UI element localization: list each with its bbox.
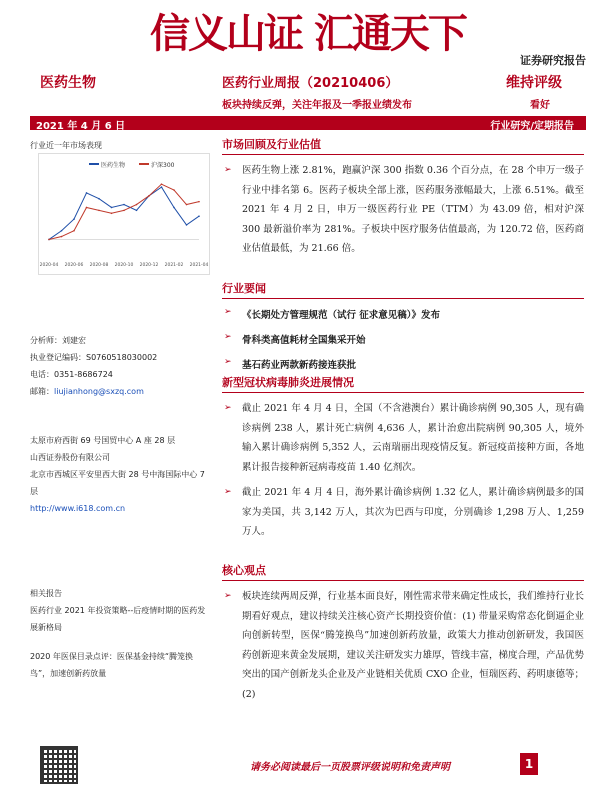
bullet-arrow-icon: ➢ (224, 357, 232, 367)
market-text: 医药生物上涨 2.81%，跑赢沪深 300 指数 0.36 个百分点，在 28 个申万一级子行业中排名第 6。医药子板块全部上涨，医药服务涨幅最大，上涨 6.51%。截至 2021 年 4 月 2 日，申万一级医药行业 PE（TTM）为 43.09 倍，相对沪深 300 最新溢价率为 281%。子板块中医疗服务估值最高，为 120.72 倍，医药商业估值最低，为 21.66 倍。 (242, 165, 584, 254)
news-section (222, 280, 584, 371)
analyst-email-row (30, 383, 210, 400)
report-date: 2021 年 4 月 6 日 (36, 121, 126, 132)
date-band (30, 116, 586, 130)
series-0-point-6 (123, 204, 125, 206)
bullet-arrow-icon: ➢ (224, 403, 232, 413)
analyst-name: 分析师：刘建宏 (30, 336, 86, 345)
series-1-point-6 (123, 210, 125, 212)
page-number: 1 (520, 753, 538, 775)
covid-paragraph-1: ➢ 截止 2021 年 4 月 4 日，全国（不含港澳台）累计确诊病例 90,305 人，现有确诊病例 238 人，累计死亡病例 4,636 人，累计治愈出院病例 90,305 人，境外输入累计确诊病例 5,352 人，云南瑞丽出现疫情反复。新冠疫苗接种方面，各地累计报告接种新冠病毒疫苗 1.40 亿剂次。 (222, 399, 584, 477)
analyst-email[interactable]: liujianhong@sxzq.com (54, 387, 144, 396)
market-section (222, 136, 584, 259)
covid-section (222, 374, 584, 542)
report-subtitle: 板块持续反弹，关注年报及一季报业绩发布 (222, 100, 412, 111)
x-tick-label: 2020-06 (64, 263, 84, 268)
bullet-arrow-icon: ➢ (224, 165, 232, 175)
series-1-point-7 (136, 204, 138, 206)
x-tick-label: 2020-12 (139, 263, 159, 268)
market-chart (38, 153, 210, 275)
core-paragraph: ➢ 板块连续两周反弹，行业基本面良好，刚性需求带来确定性成长，我们维持行业长期看好观点，建议持续关注核心资产长期投资价值：(1) 带量采购常态化倒逼企业向创新转型，医保“腾笼换鸟”加速创新药放量，政策大力推动创新研发，我国医药创新迎来黄金发展期，建议关注研发实力雄厚，管线丰富，梯度合理，产品优势突出的国产创新龙头企业及产业链相关优质 CXO 企业，恒瑞医药、药明康德等；(2) (222, 587, 584, 704)
sector-name: 医药生物 (40, 75, 96, 91)
series-1-point-10 (173, 189, 175, 191)
series-1-point-3 (86, 207, 88, 209)
market-chart-svg (39, 154, 209, 274)
x-tick-label: 2020-04 (39, 263, 59, 268)
website-link[interactable]: http://www.i618.com.cn (30, 504, 126, 513)
report-category: 行业研究/定期报告 (490, 121, 574, 132)
related-title: 相关报告 (30, 589, 62, 598)
qr-code-icon (40, 746, 78, 784)
address-1: 太原市府西街 69 号国贸中心 A 座 28 层 (30, 436, 176, 445)
brand-slogan: 信义山证 汇通天下 (150, 10, 466, 57)
related-reports (30, 585, 210, 682)
rating-value: 看好 (530, 100, 550, 111)
bullet-arrow-icon: ➢ (224, 487, 232, 497)
series-1-point-1 (61, 236, 63, 238)
news-item-2: ➢ 骨科类高值耗材全国集采开始 (224, 332, 366, 346)
legend-hs300: 沪深300 (151, 162, 175, 169)
series-0-point-11 (186, 224, 188, 226)
bullet-arrow-icon: ➢ (224, 307, 232, 317)
rating-title: 维持评级 (506, 75, 562, 91)
related-report-2[interactable]: 2020 年医保目录点评：医保基金持续“腾笼换鸟”，加速创新药放量 (30, 652, 194, 678)
series-0-point-4 (98, 198, 100, 200)
series-0-point-12 (198, 215, 200, 217)
series-0-point-3 (86, 192, 88, 194)
series-0-point-10 (173, 207, 175, 209)
series-0-point-9 (161, 186, 163, 188)
news-item-1: ➢ 《长期处方管理规范（试行 征求意见稿）》发布 (224, 307, 441, 321)
x-tick-label: 2021-04 (189, 263, 209, 268)
news-item-3: ➢ 基石药业两款新药接连获批 (224, 357, 357, 371)
section-title-covid: 新型冠状病毒肺炎进展情况 (222, 374, 584, 393)
email-label: 邮箱： (30, 387, 54, 396)
bullet-arrow-icon: ➢ (224, 591, 232, 601)
x-tick-label: 2021-02 (164, 263, 184, 268)
chart-title: 行业近一年市场表现 (30, 141, 102, 150)
series-0-point-2 (73, 218, 75, 220)
section-title-market: 市场回顾及行业估值 (222, 136, 584, 155)
series-1-point-0 (48, 239, 50, 241)
series-1-point-5 (111, 212, 113, 214)
series-0-point-5 (111, 207, 113, 209)
series-line-1 (49, 184, 199, 239)
report-title: 医药行业周报（20210406） (222, 76, 399, 91)
series-1-point-11 (186, 204, 188, 206)
company-address (30, 432, 210, 517)
analyst-cert: 执业登记编码：S0760518030002 (30, 353, 158, 362)
x-tick-label: 2020-08 (89, 263, 109, 268)
footer-notice: 请务必阅读最后一页股票评级说明和免责声明 (250, 762, 450, 773)
series-1-point-9 (161, 183, 163, 185)
related-report-1[interactable]: 医药行业 2021 年投资策略--后疫情时期的医药发展新格局 (30, 606, 206, 632)
core-section (222, 562, 584, 704)
address-3: 北京市西城区平安里西大街 28 号中海国际中心 7 层 (30, 470, 205, 496)
analyst-phone: 电话：0351-8686724 (30, 370, 113, 379)
series-0-point-1 (61, 230, 63, 232)
section-title-news: 行业要闻 (222, 280, 584, 299)
report-type: 证券研究报告 (520, 54, 586, 67)
x-tick-label: 2020-10 (114, 263, 134, 268)
analyst-info (30, 332, 210, 400)
series-1-point-2 (73, 230, 75, 232)
market-paragraph (222, 161, 584, 259)
bullet-arrow-icon: ➢ (224, 332, 232, 342)
legend-pharma: 医药生物 (101, 162, 126, 169)
address-2: 山西证券股份有限公司 (30, 453, 110, 462)
covid-paragraph-2: ➢ 截止 2021 年 4 月 4 日，海外累计确诊病例 1.32 亿人，累计确诊病例最多的国家为美国，共 3,142 万人，其次为巴西与印度，分别确诊 1,298 万人、1,259 万人。 (222, 483, 584, 542)
series-1-point-4 (98, 210, 100, 212)
series-1-point-8 (148, 195, 150, 197)
series-1-point-12 (198, 201, 200, 203)
section-title-core: 核心观点 (222, 562, 584, 581)
series-0-point-7 (136, 210, 138, 212)
